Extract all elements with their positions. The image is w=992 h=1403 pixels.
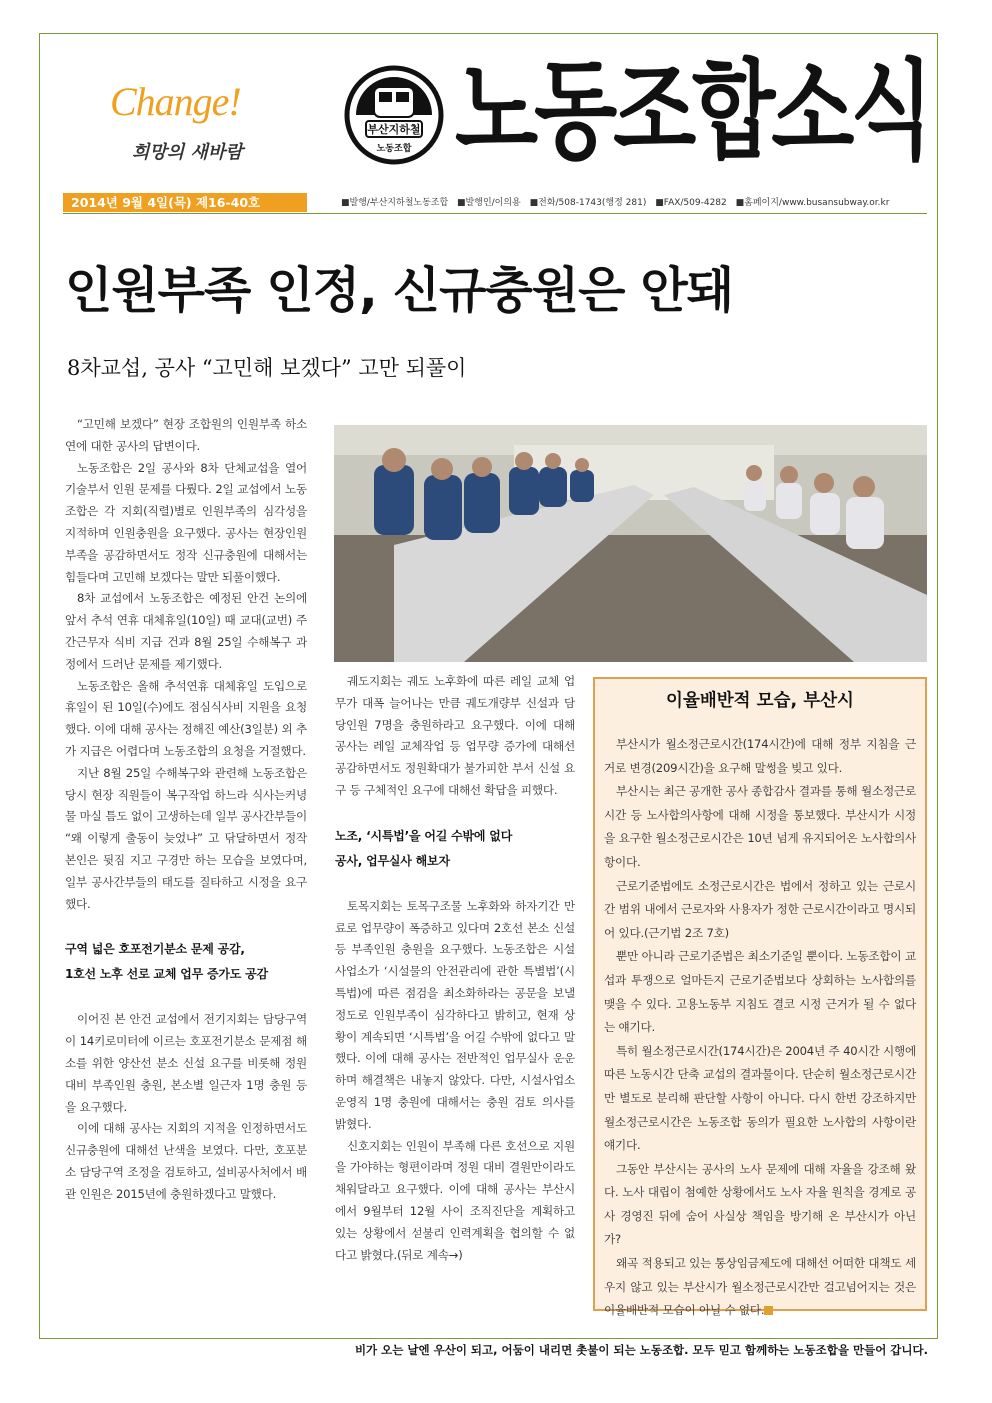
subheadline: 8차교섭, 공사 “고민해 보겠다” 고만 되풀이 <box>67 356 467 380</box>
logo-text-top: 부산지하철 <box>367 123 421 136</box>
sidebar-box <box>593 677 927 1318</box>
paragraph: “고민해 보겠다” 현장 조합원의 인원부족 하소연에 대한 공사의 답변이다. <box>65 417 307 453</box>
section-heading: 구역 넓은 호포전기분소 문제 공감, <box>65 942 245 957</box>
change-logo-text: Change! <box>110 79 241 124</box>
union-logo <box>344 65 444 165</box>
editor: ■발행인/이의용 <box>457 198 521 208</box>
paragraph-last <box>604 1252 916 1323</box>
paragraph: 이어진 본 안건 교섭에서 전기지회는 담당구역이 14키로미터에 이르는 호포전기분소 문제점 해소를 위한 양산선 분소 신설 요구를 비롯해 정원대비 부족인원 충원, 본소별 일근자 1명 충원 등을 요구했다. <box>65 1012 307 1114</box>
section-heading: 1호선 노후 선로 교체 업무 증가도 공감 <box>65 967 268 982</box>
fax: ■FAX/509-4282 <box>655 198 727 208</box>
issue-date: 2014년 9월 4일(목) 제16-40호 <box>63 193 307 212</box>
article-column-2 <box>335 671 575 1266</box>
phone: ■전화/508-1743(행정 281) <box>529 198 647 208</box>
paragraph: 노동조합은 올해 추석연휴 대체휴일 도입으로 휴일이 된 10일(수)에도 점심식사비 지원을 요청했다. 이에 대해 공사는 정해진 예산(3일분) 외 추가 지급은 어렵다며 노동조합의 요청을 거절했다. <box>65 678 307 758</box>
masthead-title: 노동조합소식 <box>455 48 930 175</box>
header-rule <box>63 213 927 214</box>
publication-info <box>341 195 895 208</box>
paragraph: 토목지회는 토목구조물 노후화와 하자기간 만료로 업무량이 폭증하고 있다며 2호선 본소 신설등 부족인원 충원을 요구했다. 노동조합은 시설사업소가 ‘시설물의 안전관리에 관한 특별법’(시특법)에 따른 점검을 최소화하라는 공문을 보낼 정도로 인원부족이 심각하다고 밝히고, 현재 상황이 계속되면 ‘시특법’을 어길 수밖에 없다고 말했다. 이에 대해 공사는 전반적인 업무실사 운운하며 해결책은 내놓지 않았다. 다만, 시설사업소 운영직 1명 충원에 대해서는 충원 검토 의사를 밝혔다. <box>335 898 575 1131</box>
paragraph: 뿐만 아니라 근로기준법은 최소기준일 뿐이다. 노동조합이 교섭과 투쟁으로 얼마든지 근로기준법보다 상회하는 노사합의를 맺을 수 있다. 고용노동부 지침도 결코 시정 근거가 될 수 없다는 얘기다. <box>604 949 916 1035</box>
paragraph: 그동안 부산시는 공사의 노사 문제에 대해 자율을 강조해 왔다. 노사 대립이 첨예한 상황에서도 노사 자율 원칙을 경계로 공사 경영진 뒤에 숨어 사실상 책임을 방기해 온 부산시가 아닌가? <box>604 1161 916 1247</box>
meeting-photo <box>334 425 927 662</box>
sidebar-title: 이율배반적 모습, 부산시 <box>666 691 854 711</box>
article-column-1 <box>65 414 307 1206</box>
paragraph: 특히 월소정근로시간(174시간)은 2004년 주 40시간 시행에 따른 노동시간 단축 교섭의 결과물이다. 단순히 월소정근로시간만 별도로 분리해 판단할 사항이 아니다. 다시 한번 강조하지만 월소정근로시간은 노동조합 동의가 필요한 노사합의 사항이란 얘기다. <box>604 1043 916 1153</box>
headline: 인원부족 인정, 신규충원은 안돼 <box>65 262 734 319</box>
homepage: ■홈페이지/www.busansubway.or.kr <box>735 198 890 208</box>
sidebar-body <box>604 733 916 1323</box>
section-heading: 공사, 업무실사 해보자 <box>335 853 450 868</box>
logo-text-bottom: 노동조합 <box>376 144 412 154</box>
footer-slogan: 비가 오는 날엔 우산이 되고, 어둠이 내리면 촛불이 되는 노동조합. 모두 믿고 함께하는 노동조합을 만들어 갑니다. <box>354 1343 928 1357</box>
section-heading: 노조, ‘시특법’을 어길 수밖에 없다 <box>335 828 513 843</box>
paragraph: 부산시는 최근 공개한 공사 종합감사 결과를 통해 월소정근로시간 등 노사합의사항에 대해 시정을 통보했다. 부산시가 시정을 요구한 월소정근로시간은 10년 넘게 유지되어온 노사합의사항이다. <box>604 784 916 869</box>
paragraph: 이에 대해 공사는 지회의 지적을 인정하면서도 신규충원에 대해선 난색을 보였다. 다만, 호포분소 담당구역 조정을 검토하고, 설비공사처에서 배관 인원은 2015년에 충원하겠다고 말했다. <box>65 1121 307 1201</box>
paragraph: 신호지회는 인원이 부족해 다른 호선으로 지원을 가야하는 형편이라며 정원 대비 결원만이라도 채워달라고 요구했다. 이에 대해 공사는 부산시에서 9월부터 12월 사이 조직진단을 계획하고 있는 상황에서 섣불리 인력계획을 협의할 수 없다고 밝혔다.(뒤로 계속→) <box>335 1138 575 1262</box>
paragraph: 궤도지회는 궤도 노후화에 따른 레일 교체 업무가 대폭 늘어나는 만큼 궤도개량부 신설과 담당인원 7명을 충원하라고 요구했다. 이에 대해 공사는 레일 교체작업 등 업무량 증가에 대해선 공감하면서도 정원확대가 불가피한 부서 신설 요구 등 구체적인 요구에 대해선 확답을 피했다. <box>335 674 575 797</box>
paragraph-text: 왜곡 적용되고 있는 통상임금제도에 대해선 어떠한 대책도 세우지 않고 있는 부산시가 월소정근로시간만 걸고넘어지는 것은 이율배반적 모습이 아닐 수 없다. <box>604 1256 916 1318</box>
paragraph: 지난 8월 25일 수해복구와 관련해 노동조합은 당시 현장 직원들이 복구작업 하느라 식사는커녕 물 마실 틈도 없이 고생하는데 일부 공사간부들이 “왜 이렇게 출동이 늦었냐” 고 닦달하면서 정작 본인은 뒷짐 지고 구경만 하는 모습을 보였다며, 일부 공사간부들의 태도를 질타하고 시정을 요구했다. <box>65 765 307 911</box>
paragraph: 근로기준법에도 소정근로시간은 법에서 정하고 있는 근로시간 범위 내에서 근로자와 사용자가 정한 근로시간이라고 명시되어 있다.(근기법 2조 7호) <box>604 878 916 940</box>
slogan: 희망의 새바람 <box>132 142 243 163</box>
paragraph: 8차 교섭에서 노동조합은 예정된 안건 논의에 앞서 추석 연휴 대체휴일(10일) 때 교대(교번) 주간근무자 식비 지급 건과 8월 25일 수해복구 과정에서 드러난 문제를 제기했다. <box>65 591 307 671</box>
paragraph: 부산시가 월소정근로시간(174시간)에 대해 정부 지침을 근거로 변경(209시간)을 요구해 말썽을 빚고 있다. <box>604 737 916 775</box>
paragraph: 노동조합은 2일 공사와 8차 단체교섭을 열어 기술부서 인원 문제를 다뤘다. 2일 교섭에서 노동조합은 각 지회(직렬)별로 인원부족의 심각성을 지적하며 인원충원을 요구했다. 공사는 현장인원부족을 공감하면서도 정작 신규충원에 대해서는 힘들다며 고민해 보겠다는 말만 되풀이했다. <box>65 460 307 584</box>
publisher: ■발행/부산지하철노동조합 <box>341 198 449 208</box>
end-mark-icon <box>764 1306 773 1315</box>
